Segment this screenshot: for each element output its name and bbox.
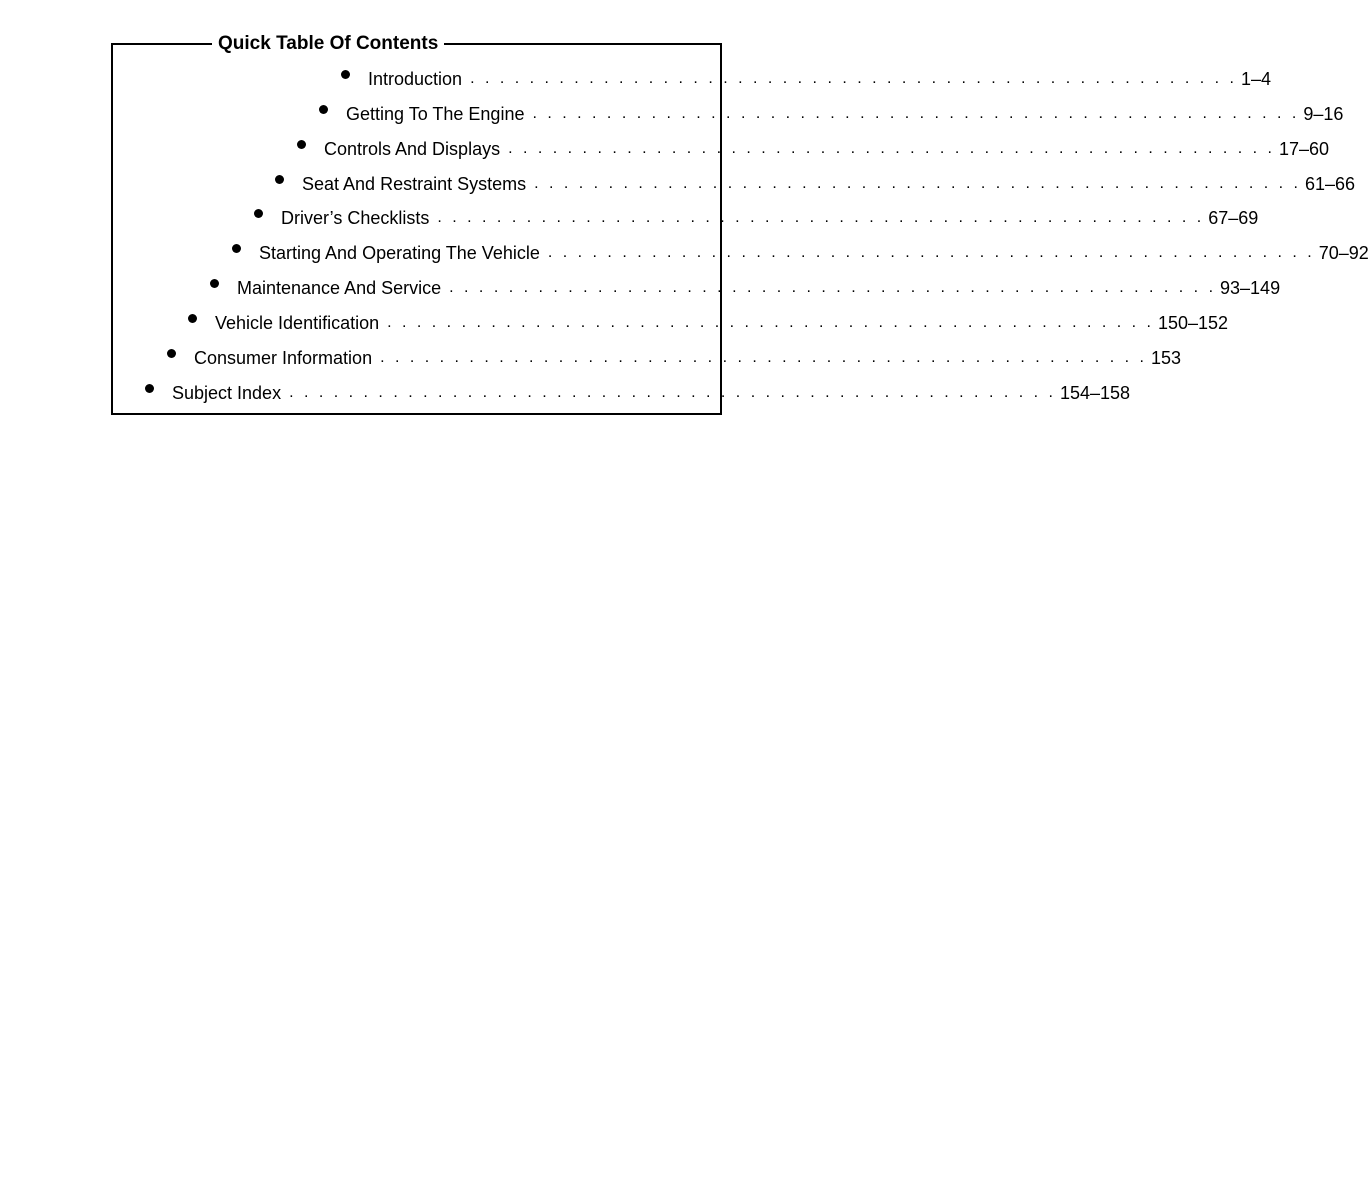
toc-title: Quick Table Of Contents — [212, 32, 444, 56]
toc-entry-pages: 150–152 — [1157, 312, 1229, 333]
dot-leader: . . . . . . . . . . . . . . . . . . . . . . . . . . . . . . . . . . . . . . . . . . . . . . . . . . . . — [289, 384, 1056, 401]
toc-entry-pages: 154–158 — [1059, 382, 1131, 403]
dot-leader: . . . . . . . . . . . . . . . . . . . . . . . . . . . . . . . . . . . . . . . . . . . . . . . . . . . . — [437, 209, 1205, 226]
toc-entry-pages: 67–69 — [1208, 207, 1259, 228]
toc-entry-maintenance-and-service[interactable] — [237, 276, 1281, 300]
toc-entry-label: Getting To The Engine — [346, 103, 525, 124]
toc-entry-label: Vehicle Identification — [215, 312, 380, 333]
toc-entry-pages: 61–66 — [1304, 173, 1356, 194]
dot-leader: . . . . . . . . . . . . . . . . . . . . . . . . . . . . . . . . . . . . . . . . . . . . . . . . . . . . — [534, 175, 1301, 192]
toc-entry-drivers-checklists[interactable] — [281, 206, 1259, 230]
toc-entry-subject-index[interactable] — [172, 381, 1131, 405]
toc-entry-pages: 17–60 — [1278, 138, 1330, 159]
toc-entry-label: Subject Index — [172, 382, 282, 403]
toc-entry-pages: 93–149 — [1220, 277, 1281, 298]
toc-entry-pages: 9–16 — [1303, 103, 1344, 124]
toc-entry-label: Consumer Information — [194, 347, 373, 368]
dot-leader: . . . . . . . . . . . . . . . . . . . . . . . . . . . . . . . . . . . . . . . . . . . . . . . . . . . . — [508, 140, 1275, 157]
dot-leader: . . . . . . . . . . . . . . . . . . . . . . . . . . . . . . . . . . . . . . . . . . . . . . . . . . . . — [547, 244, 1315, 261]
bullet-icon — [319, 105, 328, 114]
toc-entry-vehicle-identification[interactable] — [215, 311, 1229, 335]
toc-entry-label: Seat And Restraint Systems — [302, 173, 527, 194]
dot-leader: . . . . . . . . . . . . . . . . . . . . . . . . . . . . . . . . . . . . . . . . . . . . . . . . . . . . — [387, 314, 1154, 331]
bullet-icon — [341, 70, 350, 79]
toc-entry-introduction[interactable] — [368, 67, 1271, 91]
toc-entry-label: Maintenance And Service — [237, 277, 442, 298]
dot-leader: . . . . . . . . . . . . . . . . . . . . . . . . . . . . . . . . . . . . . . . . . . . . . . . . . . . . — [449, 279, 1217, 296]
table-of-contents-box — [111, 33, 1369, 415]
bullet-icon — [232, 244, 241, 253]
toc-entry-pages: 1–4 — [1240, 68, 1271, 89]
toc-entry-getting-to-the-engine[interactable] — [346, 102, 1344, 126]
toc-entry-label: Controls And Displays — [324, 138, 501, 159]
toc-entry-controls-and-displays[interactable] — [324, 137, 1330, 161]
dot-leader: . . . . . . . . . . . . . . . . . . . . . . . . . . . . . . . . . . . . . . . . . . . . . . . . . . . . — [470, 70, 1237, 87]
bullet-icon — [145, 384, 154, 393]
toc-entry-label: Starting And Operating The Vehicle — [259, 242, 540, 263]
bullet-icon — [254, 209, 263, 218]
toc-entry-label: Introduction — [368, 68, 463, 89]
toc-entry-pages: 70–92 — [1318, 242, 1369, 263]
toc-entry-seat-and-restraint-systems[interactable] — [302, 172, 1356, 196]
bullet-icon — [167, 349, 176, 358]
bullet-icon — [188, 314, 197, 323]
bullet-icon — [210, 279, 219, 288]
toc-entry-starting-and-operating[interactable] — [259, 241, 1369, 265]
toc-entry-consumer-information[interactable] — [194, 346, 1181, 370]
dot-leader: . . . . . . . . . . . . . . . . . . . . . . . . . . . . . . . . . . . . . . . . . . . . . . . . . . . . — [380, 349, 1147, 366]
dot-leader: . . . . . . . . . . . . . . . . . . . . . . . . . . . . . . . . . . . . . . . . . . . . . . . . . . . . — [532, 105, 1300, 122]
toc-entry-label: Driver’s Checklists — [281, 207, 430, 228]
bullet-icon — [297, 140, 306, 149]
toc-entry-pages: 153 — [1150, 347, 1181, 368]
bullet-icon — [275, 175, 284, 184]
